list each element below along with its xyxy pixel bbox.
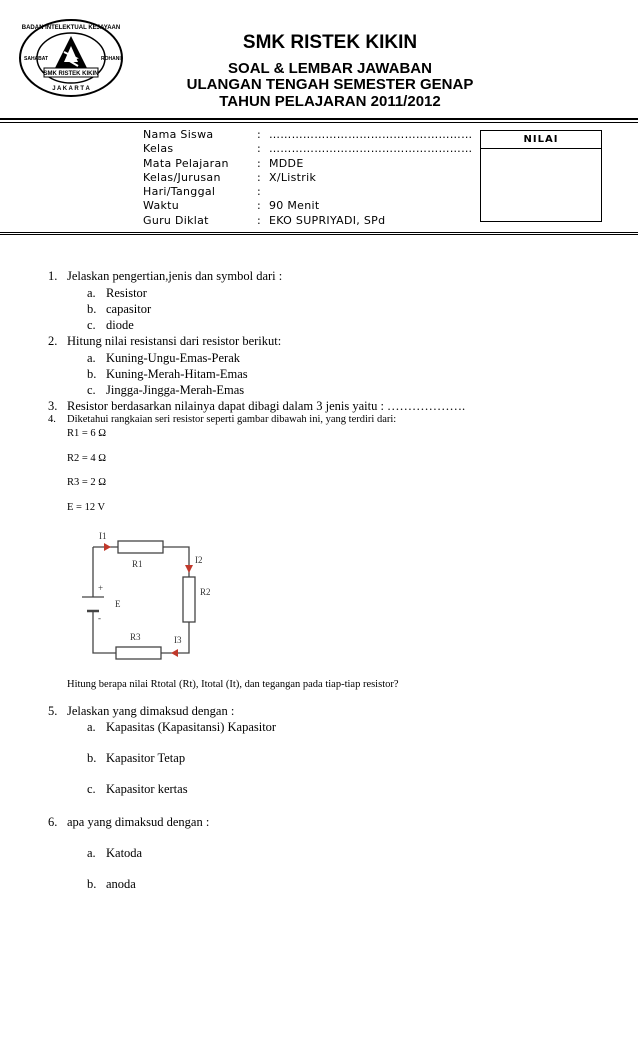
doc-subtitle: SOAL & LEMBAR JAWABAN xyxy=(228,60,432,77)
name-field[interactable]: ……………………………………………… xyxy=(269,128,473,141)
logo-left-text: SAHABAT xyxy=(24,56,49,62)
list-item: b. anoda xyxy=(87,877,136,891)
header-divider xyxy=(0,118,638,120)
score-label: NILAI xyxy=(481,131,601,149)
info-divider xyxy=(0,232,638,235)
given-r2: R2 = 4 Ω xyxy=(67,453,107,464)
academic-year: TAHUN PELAJARAN 2011/2012 xyxy=(219,93,441,110)
list-item: b. Kuning-Merah-Hitam-Emas xyxy=(87,367,248,381)
arrow-i3-icon xyxy=(171,649,178,657)
circuit-diagram xyxy=(62,525,242,665)
given-r3: R3 = 2 Ω xyxy=(67,477,107,488)
resistor-r2 xyxy=(183,577,195,622)
question-3: 3. Resistor berdasarkan nilainya dapat dibagi dalam 3 jenis yaitu : ………………. xyxy=(48,399,466,413)
class-field[interactable]: ……………………………………………… xyxy=(269,142,473,156)
school-name: SMK RISTEK KIKIN xyxy=(242,32,418,53)
label-i1: I1 xyxy=(99,531,107,541)
list-item: c. Jingga-Jingga-Merah-Emas xyxy=(87,383,245,397)
label-i3: I3 xyxy=(174,635,182,645)
label-r1: R1 xyxy=(132,559,143,569)
question-2: 2. Hitung nilai resistansi dari resistor berikut: xyxy=(48,334,282,348)
arrow-i2-icon xyxy=(185,565,193,573)
question-5: 5. Jelaskan yang dimaksud dengan : xyxy=(48,704,235,718)
list-item: c. diode xyxy=(87,318,134,332)
question-1: 1. Jelaskan pengertian,jenis dan symbol dari : xyxy=(48,269,283,283)
question-6: 6. apa yang dimaksud dengan : xyxy=(48,815,210,829)
logo-top-text: BADAN INTELEKTUAL KEJAYAAN xyxy=(21,25,121,31)
question-4: 4. Diketahui rangkaian seri resistor seperti gambar dibawah ini, yang terdiri dari: xyxy=(48,414,397,425)
school-logo xyxy=(18,18,124,98)
label-plus: + xyxy=(98,583,104,593)
list-item: b. Kapasitor Tetap xyxy=(87,751,186,765)
question-4-task: Hitung berapa nilai Rtotal (Rt), Itotal (It), dan tegangan pada tiap-tiap resistor? xyxy=(67,679,399,690)
logo-center-text: SMK RISTEK KIKIN xyxy=(43,71,99,77)
list-item: a. Kuning-Ungu-Emas-Perak xyxy=(87,351,240,365)
given-e: E = 12 V xyxy=(67,502,106,513)
list-item: a. Kapasitas (Kapasitansi) Kapasitor xyxy=(87,720,277,734)
list-item: a. Resistor xyxy=(87,286,147,300)
wire-bottom-left xyxy=(93,611,116,653)
exam-title: ULANGAN TENGAH SEMESTER GENAP xyxy=(186,76,474,93)
label-e: E xyxy=(115,599,121,609)
arrow-i1-icon xyxy=(104,543,111,551)
list-item: c. Kapasitor kertas xyxy=(87,782,188,796)
list-item: b. capasitor xyxy=(87,302,152,316)
given-r1: R1 = 6 Ω xyxy=(67,428,107,439)
logo-right-text: ROHANI xyxy=(101,56,121,62)
resistor-r1 xyxy=(118,541,163,553)
label-minus: - xyxy=(98,613,101,623)
logo-bottom-text: J A K A R T A xyxy=(52,86,90,92)
header-divider-thin xyxy=(0,122,638,123)
label-i2: I2 xyxy=(195,555,203,565)
label-r3: R3 xyxy=(130,632,141,642)
label-r2: R2 xyxy=(200,587,211,597)
resistor-r3 xyxy=(116,647,161,659)
wire-top-right xyxy=(163,547,189,577)
list-item: a. Katoda xyxy=(87,846,143,860)
score-box[interactable] xyxy=(480,130,602,222)
